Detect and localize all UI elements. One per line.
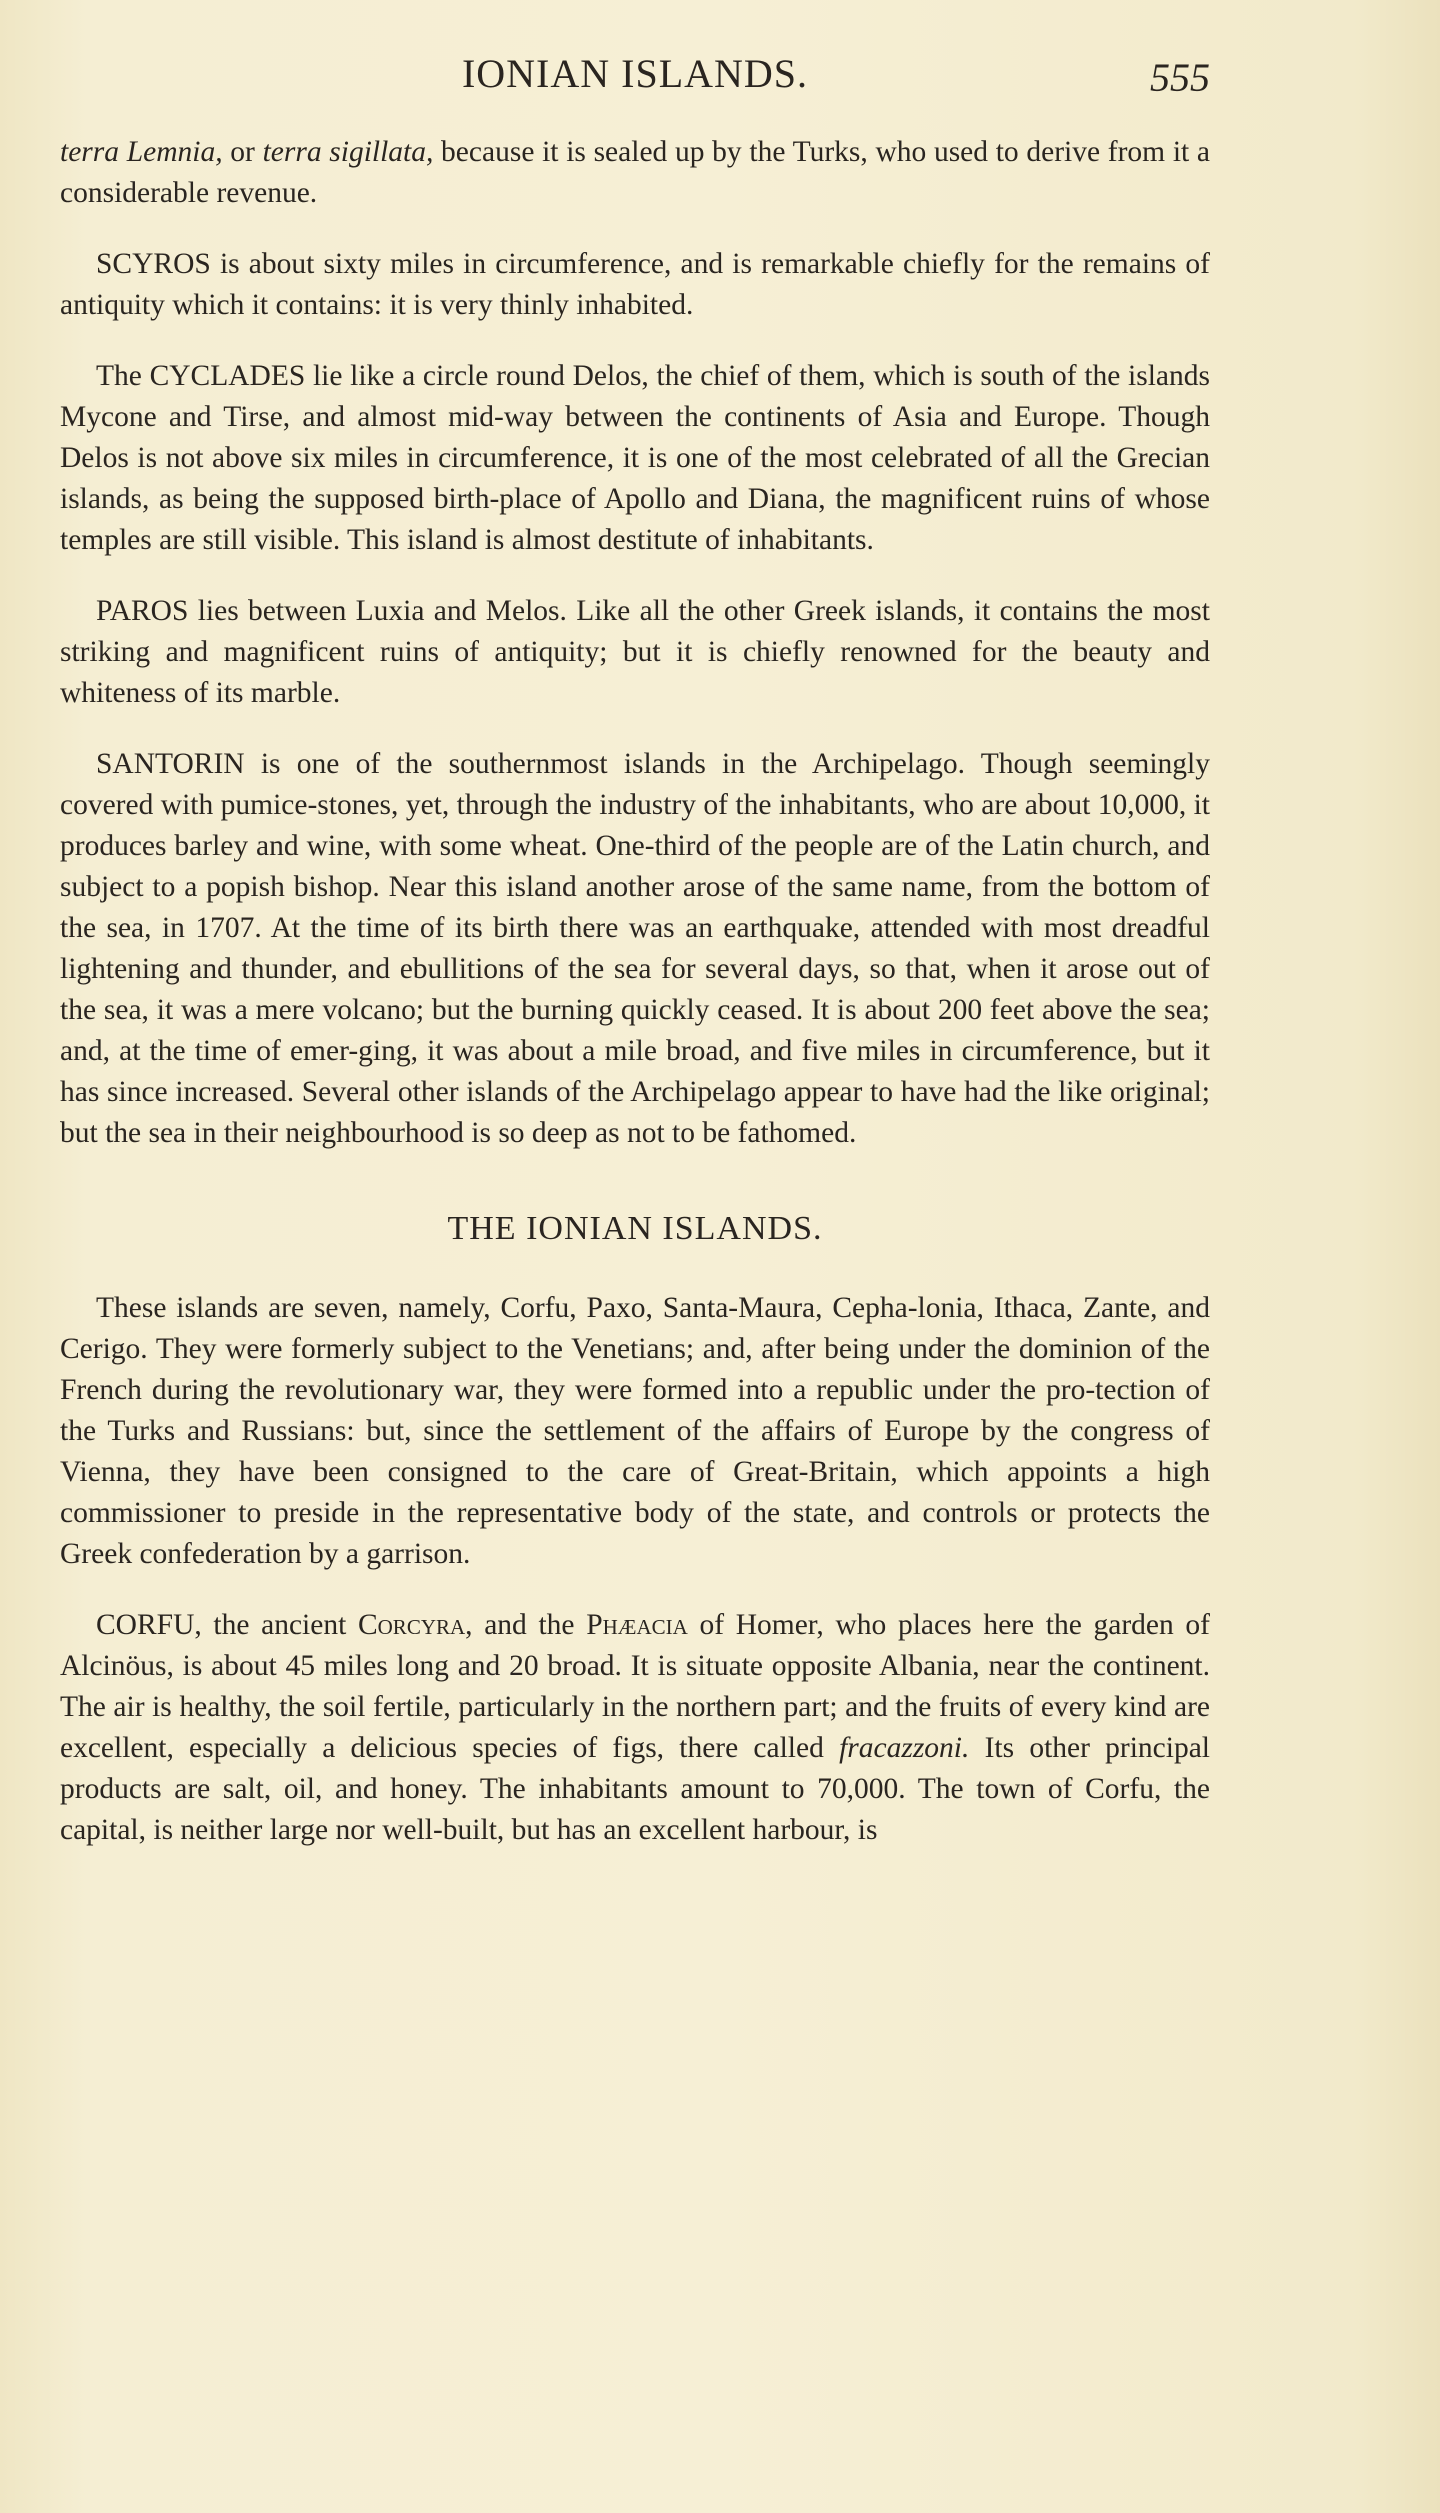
- text-corfu-mid1: , and the: [465, 1609, 587, 1641]
- paragraph-terra-lemnia: [60, 132, 1210, 214]
- paragraph-cyclades: The CYCLADES lie like a circle round Delos, the chief of them, which is south of the islands Mycone and Tirse, and almost mid-way between the continents of Asia and Europe. Though Delos is not above six miles in circumference, it is one of the most celebrated of all the Grecian islands, as being the supposed birth-place of Apollo and Diana, the magnificent ruins of whose temples are still visible. This island is almost destitute of inhabitants.: [60, 360, 1210, 556]
- italic-fracazzoni: fracazzoni.: [839, 1732, 970, 1764]
- smallcaps-phaeacia: Phæacia: [586, 1609, 688, 1641]
- section-heading: THE IONIAN ISLANDS.: [447, 1210, 823, 1247]
- page-header: [60, 50, 1210, 110]
- paragraph-paros: PAROS lies between Luxia and Melos. Like all the other Greek islands, it contains the most striking and magnificent ruins of antiquity; but it is chiefly renowned for the beauty and whiteness of its marble.: [60, 595, 1210, 709]
- italic-terra-sigillata: terra sigillata,: [262, 136, 434, 168]
- text-corfu-lead: CORFU, the ancient: [96, 1609, 358, 1641]
- text-or: or: [222, 136, 263, 168]
- text-corfu-tail: Its other principal products are salt, oil, and honey. The inhabitants amount to 70,000. The town of Corfu, the capital, is neither large nor well-built, but has an excellent harbour, is: [60, 1732, 1210, 1846]
- text-corfu-mid2: of Homer, who places here the garden of Alcinöus, is about 45 miles long and 20 broad. It is situate opposite Albania, near the continent. The air is healthy, the soil fertile, particularly in the northern part; and the fruits of every kind are excellent, especially a delicious species of figs, there called: [60, 1609, 1210, 1764]
- italic-terra-lemnia: terra Lemnia,: [60, 136, 223, 168]
- paragraph-ionian-intro: These islands are seven, namely, Corfu, Paxo, Santa-Maura, Cepha-lonia, Ithaca, Zante, and Cerigo. They were formerly subject to the Venetians; and, after being under the dominion of the French during the revolutionary war, they were formed into a republic under the pro-tection of the Turks and Russians: but, since the settlement of the affairs of Europe by the congress of Vienna, they have been consigned to the care of Great-Britain, which appoints a high commissioner to preside in the representative body of the state, and controls or protects the Greek confederation by a garrison.: [60, 1292, 1210, 1570]
- paragraph-scyros: SCYROS is about sixty miles in circumference, and is remarkable chiefly for the remains of antiquity which it contains: it is very thinly inhabited.: [60, 248, 1210, 321]
- smallcaps-corcyra: Corcyra: [357, 1609, 466, 1641]
- page-body: [60, 132, 1210, 1881]
- running-head: IONIAN ISLANDS.: [461, 51, 809, 96]
- paragraph-corfu: [60, 1605, 1210, 1851]
- text-lemnia-rest: because it is sealed up by the Turks, who used to derive from it a considerable revenue.: [60, 136, 1211, 209]
- page-number: 555: [1150, 55, 1210, 100]
- paragraph-santorin: SANTORIN is one of the southernmost islands in the Archipelago. Though seemingly covered with pumice-stones, yet, through the industry of the inhabitants, who are about 10,000, it produces barley and wine, with some wheat. One-third of the people are of the Latin church, and subject to a popish bishop. Near this island another arose of the same name, from the bottom of the sea, in 1707. At the time of its birth there was an earthquake, attended with most dreadful lightening and thunder, and ebullitions of the sea for several days, so that, when it arose out of the sea, it was a mere volcano; but the burning quickly ceased. It is about 200 feet above the sea; and, at the time of emer-ging, it was about a mile broad, and five miles in circumference, but it has since increased. Several other islands of the Archipelago appear to have had the like original; but the sea in their neighbourhood is so deep as not to be fathomed.: [60, 748, 1210, 1149]
